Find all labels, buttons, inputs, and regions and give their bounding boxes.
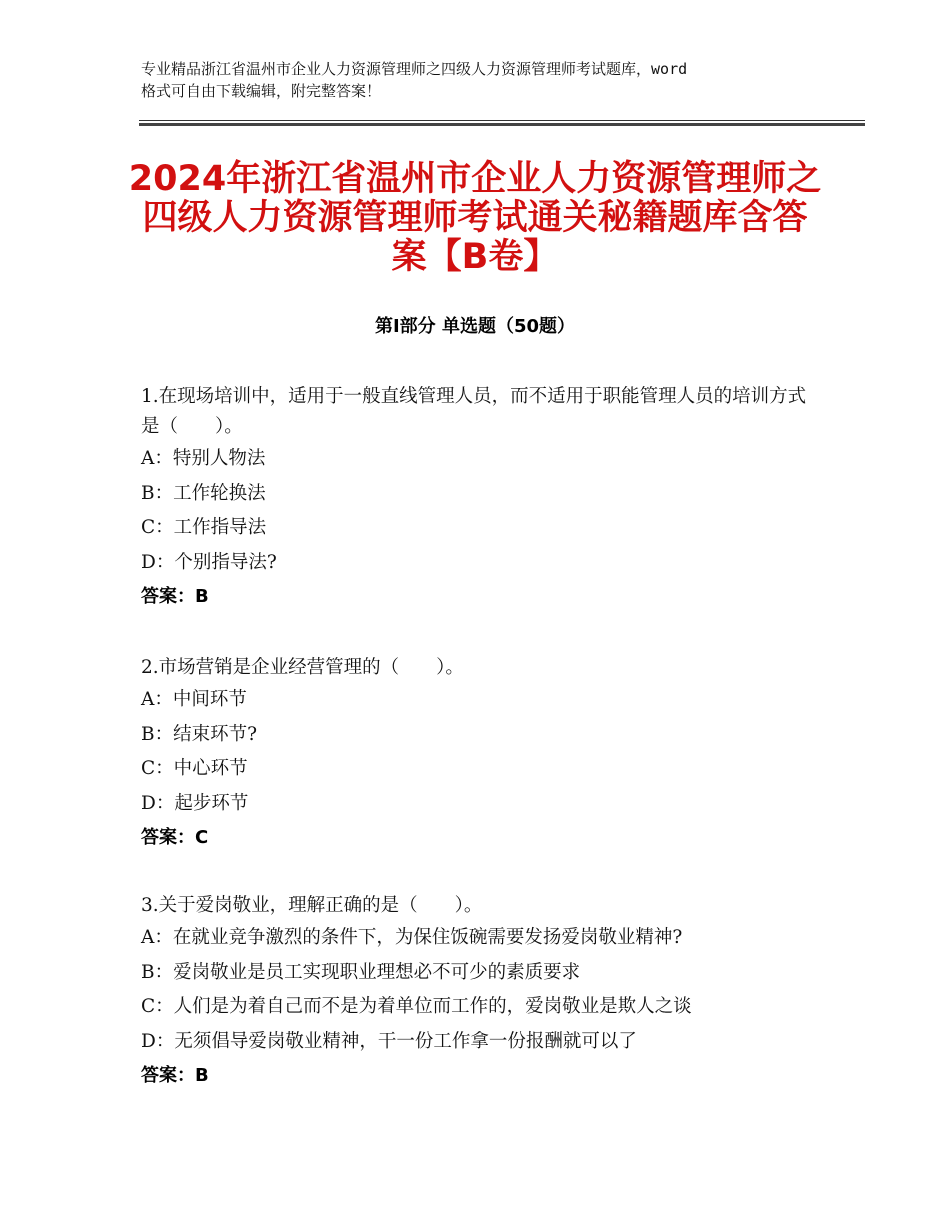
option-a: A：中间环节: [141, 689, 247, 710]
header-line-2: 格式可自由下载编辑，附完整答案！: [141, 82, 382, 100]
answer-line: 答案：B: [141, 1065, 209, 1086]
question-block: [141, 653, 821, 856]
answer-line: 答案：C: [141, 827, 209, 848]
option-d: D：无须倡导爱岗敬业精神，干一份工作拿一份报酬就可以了: [141, 1030, 637, 1052]
header-rule-thin: [139, 120, 865, 121]
option-b: B：工作轮换法: [141, 482, 266, 504]
option-c: C：工作指导法: [141, 517, 267, 538]
question-block: [141, 891, 821, 1094]
title-line-3: 案【B卷】: [391, 237, 559, 277]
title-line-1: 2024年浙江省温州市企业人力资源管理师之: [128, 159, 822, 199]
question-block: [141, 382, 821, 615]
document-title: [120, 160, 830, 277]
option-b: B：爱岗敬业是员工实现职业理想必不可少的素质要求: [141, 961, 581, 983]
option-a: A：在就业竞争激烈的条件下，为保住饭碗需要发扬爱岗敬业精神?: [141, 927, 683, 948]
option-d: D：起步环节: [141, 792, 249, 814]
option-d: D：个别指导法?: [141, 551, 277, 573]
option-c: C：中心环节: [141, 758, 248, 779]
title-line-2: 四级人力资源管理师考试通关秘籍题库含答: [142, 198, 808, 238]
option-a: A：特别人物法: [141, 448, 266, 469]
answer-line: 答案：B: [141, 586, 209, 607]
question-stem: 2.市场营销是企业经营管理的（ ）。: [141, 657, 464, 678]
header-rule-thick: [139, 123, 865, 126]
header-line-1: 专业精品浙江省温州市企业人力资源管理师之四级人力资源管理师考试题库，word: [141, 60, 688, 78]
option-b: B：结束环节?: [141, 723, 258, 745]
question-stem: 3.关于爱岗敬业，理解正确的是（ ）。: [141, 895, 483, 916]
document-header: [141, 58, 821, 102]
option-c: C：人们是为着自己而不是为着单位而工作的，爱岗敬业是欺人之谈: [141, 996, 692, 1017]
question-stem: 1.在现场培训中，适用于一般直线管理人员，而不适用于职能管理人员的培训方式是（ ）。: [141, 386, 807, 437]
section-heading: 第Ⅰ部分 单选题（50题）: [374, 316, 575, 337]
